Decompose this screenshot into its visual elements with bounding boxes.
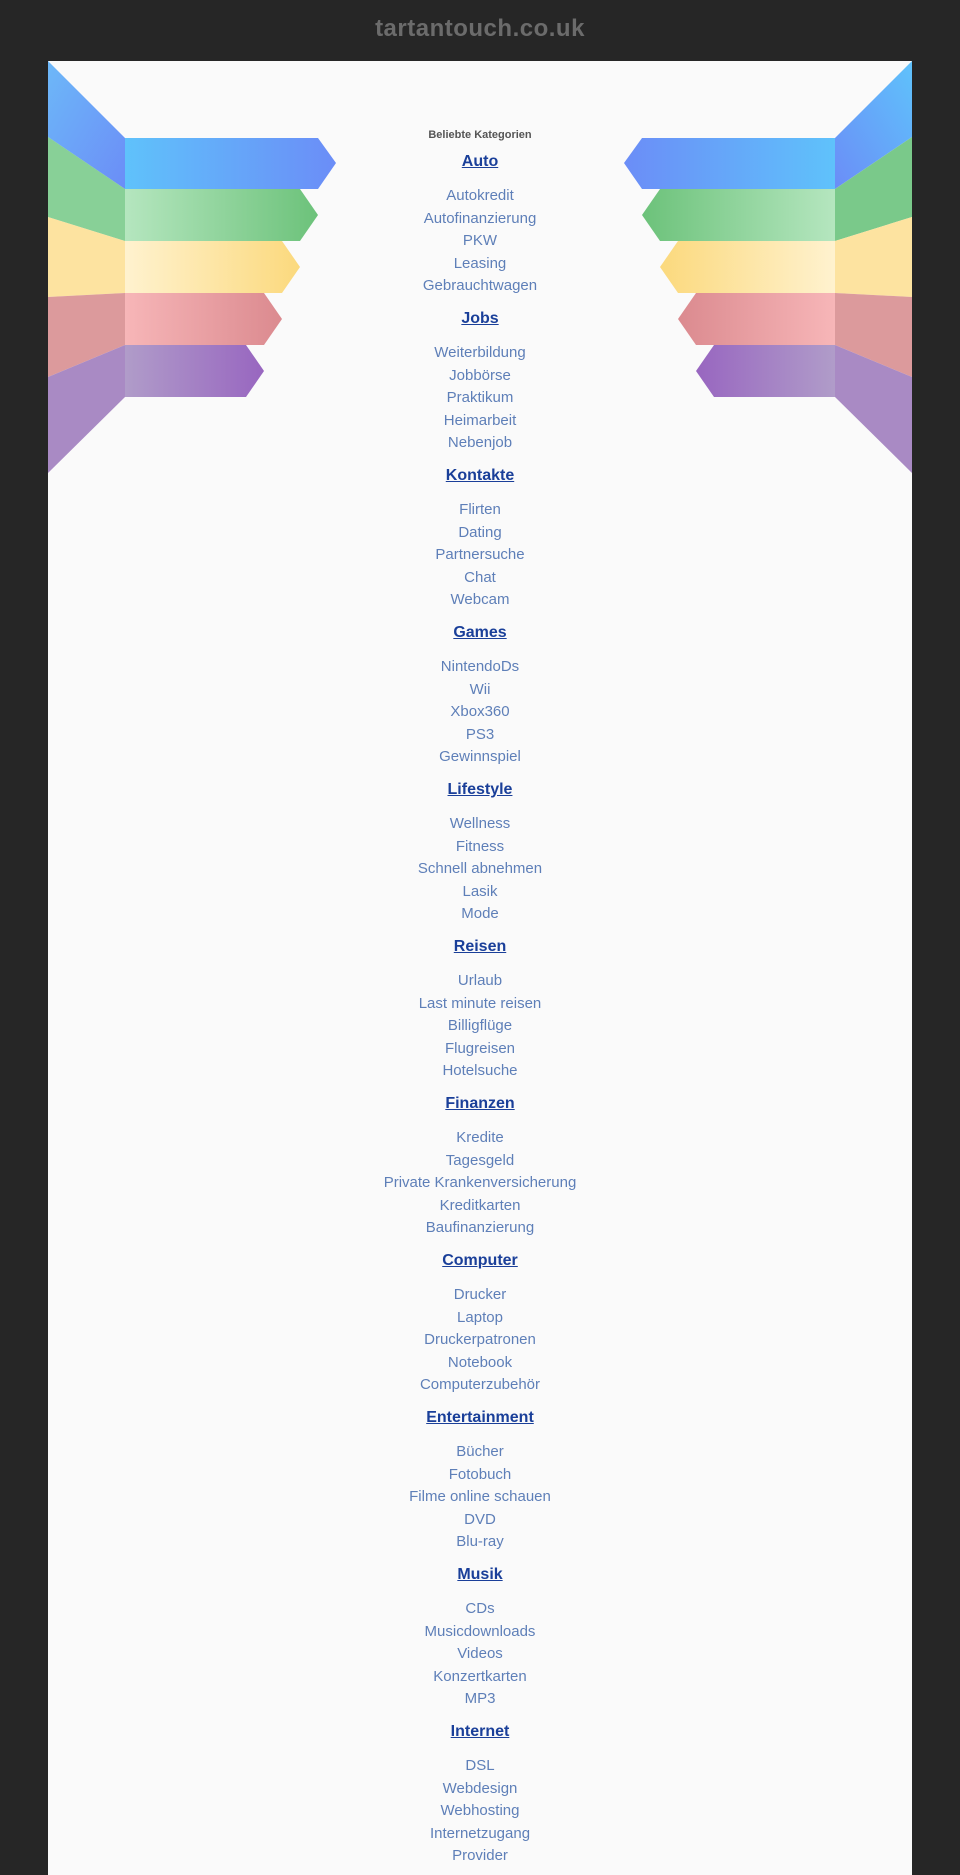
category-link[interactable]: DVD (464, 1510, 496, 1528)
category-link[interactable]: Internetzugang (429, 1824, 531, 1842)
category-link[interactable]: Musicdownloads (424, 1622, 536, 1640)
category-heading[interactable]: Games (453, 624, 507, 641)
category-link[interactable]: Wii (469, 680, 491, 698)
category-link[interactable]: Flirten (459, 501, 501, 518)
category-link[interactable]: Tagesgeld (445, 1151, 515, 1169)
category-link[interactable]: Gebrauchtwagen (422, 277, 538, 294)
category-link[interactable]: NintendoDs (440, 658, 520, 675)
category-heading[interactable]: Internet (450, 1723, 510, 1740)
category-link[interactable]: Bücher (456, 1443, 504, 1460)
category-link[interactable]: Private Krankenversicherung (383, 1174, 577, 1191)
category-link[interactable]: Autofinanzierung (423, 209, 537, 227)
category-link[interactable]: Gewinnspiel (439, 748, 521, 765)
category-link[interactable]: Nebenjob (447, 434, 513, 451)
category-heading[interactable]: Entertainment (426, 1409, 534, 1426)
category-link[interactable]: Partnersuche (435, 546, 525, 563)
category-link[interactable]: Heimarbeit (443, 411, 517, 429)
category-link[interactable]: Schnell abnehmen (417, 860, 543, 877)
category-link[interactable]: Autokredit (446, 187, 514, 204)
category-link[interactable]: Drucker (453, 1286, 507, 1303)
category-link[interactable]: PKW (462, 232, 498, 249)
category-link[interactable]: Praktikum (446, 389, 514, 406)
category-link[interactable]: Druckerpatronen (424, 1331, 536, 1348)
category-heading[interactable]: Kontakte (445, 467, 515, 484)
intro-label: Beliebte Kategorien (428, 129, 532, 141)
category-link[interactable]: Dating (458, 523, 502, 541)
category-link[interactable]: Kredite (456, 1129, 504, 1146)
category-heading[interactable]: Auto (461, 153, 499, 170)
category-heading[interactable]: Reisen (453, 938, 507, 955)
category-link[interactable]: Wellness (449, 815, 511, 832)
category-heading[interactable]: Jobs (461, 310, 499, 327)
category-link[interactable]: Videos (457, 1645, 503, 1662)
category-link[interactable]: Webcam (450, 591, 510, 608)
category-link[interactable]: Webhosting (440, 1802, 520, 1819)
category-heading[interactable]: Computer (442, 1252, 518, 1269)
category-link[interactable]: Filme online schauen (409, 1488, 551, 1505)
category-link[interactable]: Billigflüge (447, 1017, 513, 1034)
category-link[interactable]: Webdesign (442, 1779, 518, 1797)
category-link[interactable]: Jobbörse (449, 366, 511, 384)
category-link[interactable]: Flugreisen (444, 1039, 516, 1057)
category-link[interactable]: DSL (465, 1757, 495, 1774)
category-link[interactable]: CDs (465, 1600, 495, 1617)
category-link[interactable]: Urlaub (457, 972, 503, 989)
category-link[interactable]: Laptop (457, 1308, 503, 1326)
category-link[interactable]: Konzertkarten (433, 1667, 527, 1685)
category-link[interactable]: Baufinanzierung (425, 1219, 535, 1236)
category-heading[interactable]: Finanzen (445, 1095, 515, 1112)
category-link[interactable]: Leasing (453, 254, 507, 272)
category-heading[interactable]: Lifestyle (447, 781, 513, 798)
category-link[interactable]: Lasik (462, 882, 498, 900)
category-link[interactable]: Last minute reisen (418, 994, 542, 1012)
category-link[interactable]: MP3 (464, 1690, 496, 1707)
category-link[interactable]: Provider (452, 1847, 508, 1864)
category-link[interactable]: Kreditkarten (439, 1196, 521, 1214)
category-link[interactable]: Xbox360 (450, 703, 510, 720)
category-link[interactable]: Fotobuch (448, 1465, 512, 1483)
category-link[interactable]: Weiterbildung (434, 344, 526, 361)
category-link[interactable]: Blu-ray (456, 1533, 504, 1550)
category-heading[interactable]: Musik (457, 1566, 503, 1583)
category-link[interactable]: Notebook (447, 1353, 513, 1371)
category-link[interactable]: PS3 (465, 725, 495, 743)
page-content-area (48, 61, 912, 1875)
category-link[interactable]: Chat (464, 568, 496, 586)
category-link[interactable]: Mode (461, 905, 499, 922)
site-title: tartantouch.co.uk (375, 15, 585, 42)
category-link[interactable]: Fitness (455, 837, 505, 855)
category-link[interactable]: Hotelsuche (442, 1062, 518, 1079)
category-link[interactable]: Computerzubehör (419, 1376, 541, 1393)
